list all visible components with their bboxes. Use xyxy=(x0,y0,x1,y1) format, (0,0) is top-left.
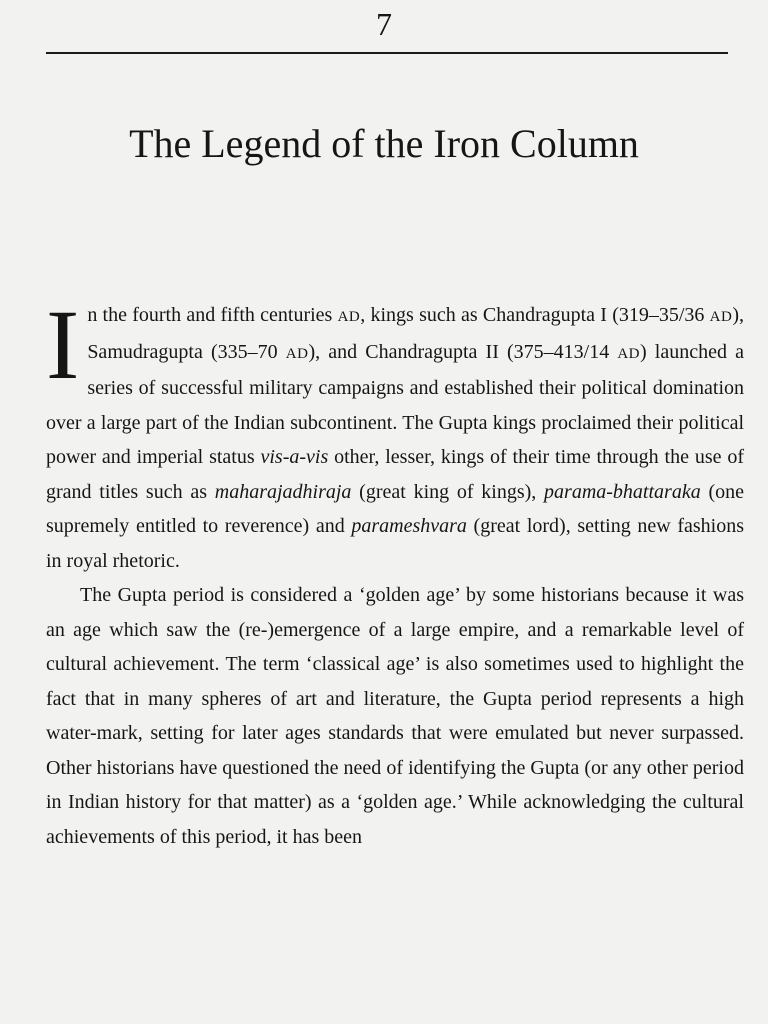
italic-term: parama-bhattaraka xyxy=(544,480,701,503)
italic-term: parameshvara xyxy=(351,515,467,537)
text-run: n the fourth and fifth centuries xyxy=(87,304,338,326)
italic-term: maharajadhiraja xyxy=(214,480,352,503)
paragraph-1 xyxy=(46,289,745,578)
text-run: ), Samudragupta (335–70 xyxy=(87,304,745,363)
paragraph-2: The Gupta period is considered a ‘golden age’ by some historians because it was an age which saw the (re-)emergence of a large empire, and a remarkable level of cultural achievement. The term ‘classical age’ is also sometimes used to highlight the fact that in many spheres of art and literature, the Gupta period represents a high water-mark, setting for later ages standards that were emulated but never surpassed. Other historians have questioned the need of identifying the Gupta (or any other period in Indian history for that matter) as a ‘golden age.’ While acknowledging the cultural achievements of this period, it has been xyxy=(46,584,744,848)
italic-term: vis-a-vis xyxy=(260,446,329,468)
era-abbreviation: AD xyxy=(285,345,309,362)
text-run: other, lesser, kings of their time through the use of grand titles such as xyxy=(46,446,744,503)
text-run: (one supremely entitled to reverence) and xyxy=(46,480,744,537)
era-abbreviation: AD xyxy=(617,345,641,362)
text-run: (great king of kings), xyxy=(351,480,545,503)
text-run: ) launched a series of successful military campaigns and established their political domination over a large part of the Indian subcontinent. The Gupta kings proclaimed their political power and imperial status xyxy=(46,340,744,468)
header-rule xyxy=(46,52,728,54)
drop-cap: I xyxy=(46,289,80,400)
text-run: , kings such as Chandragupta I (319–35/36 xyxy=(360,304,710,326)
era-abbreviation: AD xyxy=(709,309,733,325)
text-run: ), and Chandragupta II (375–413/14 xyxy=(308,340,618,363)
page-number: 7 xyxy=(376,6,392,42)
text-run: (great lord), setting new fashions in royal rhetoric. xyxy=(46,515,744,572)
body-text xyxy=(46,289,745,854)
era-abbreviation: AD xyxy=(337,309,361,325)
chapter-title: The Legend of the Iron Column xyxy=(129,121,639,166)
